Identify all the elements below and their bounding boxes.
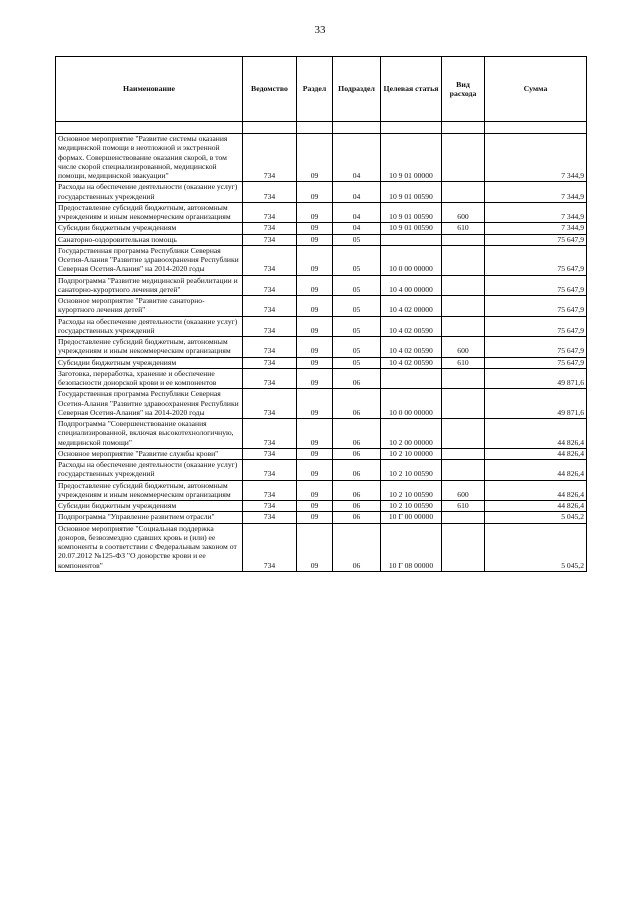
cell-subsection: 04 bbox=[333, 202, 381, 223]
table-row bbox=[56, 296, 587, 317]
cell-name: Субсидии бюджетным учреждениям bbox=[56, 501, 243, 512]
cell-target-article: 10 4 02 00590 bbox=[381, 357, 442, 368]
cell-section: 09 bbox=[297, 368, 333, 389]
cell-expense-type: 610 bbox=[442, 501, 485, 512]
cell-department: 734 bbox=[243, 202, 297, 223]
cell-name: Подпрограмма "Развитие медицинской реабилитации и санаторно-курортного лечения детей" bbox=[56, 275, 243, 296]
header-subsection: Подраздел bbox=[333, 57, 381, 122]
page-number: 33 bbox=[314, 24, 326, 36]
cell-amount: 5 045,2 bbox=[485, 512, 587, 523]
cell-section: 09 bbox=[297, 275, 333, 296]
cell-department: 734 bbox=[243, 523, 297, 571]
cell-target-article: 10 4 02 00590 bbox=[381, 337, 442, 358]
cell-amount: 49 871,6 bbox=[485, 389, 587, 419]
cell-department: 734 bbox=[243, 134, 297, 182]
header-expense-type: Вид расхода bbox=[442, 57, 485, 122]
table-row bbox=[56, 357, 587, 368]
cell-name: Заготовка, переработка, хранение и обеспечение безопасности донорской крови и ее компонентов bbox=[56, 368, 243, 389]
cell-subsection: 06 bbox=[333, 523, 381, 571]
cell-section: 09 bbox=[297, 448, 333, 459]
cell-section: 09 bbox=[297, 419, 333, 449]
table-row bbox=[56, 512, 587, 523]
cell-amount: 5 045,2 bbox=[485, 523, 587, 571]
cell-section: 09 bbox=[297, 296, 333, 317]
cell-department: 734 bbox=[243, 357, 297, 368]
cell-department: 734 bbox=[243, 296, 297, 317]
cell-target-article: 10 9 01 00000 bbox=[381, 134, 442, 182]
table-row bbox=[56, 316, 587, 337]
cell-section: 09 bbox=[297, 389, 333, 419]
cell-expense-type bbox=[442, 245, 485, 275]
cell-department: 734 bbox=[243, 389, 297, 419]
cell-target-article: 10 2 10 00590 bbox=[381, 480, 442, 501]
cell-department: 734 bbox=[243, 419, 297, 449]
cell-section: 09 bbox=[297, 480, 333, 501]
cell-department: 734 bbox=[243, 223, 297, 234]
cell-section: 09 bbox=[297, 316, 333, 337]
cell-section: 09 bbox=[297, 460, 333, 481]
cell-target-article: 10 4 02 00000 bbox=[381, 296, 442, 317]
cell-expense-type bbox=[442, 368, 485, 389]
cell-subsection: 05 bbox=[333, 296, 381, 317]
cell-subsection: 05 bbox=[333, 275, 381, 296]
cell-amount: 7 344,9 bbox=[485, 182, 587, 203]
cell-subsection: 05 bbox=[333, 234, 381, 245]
cell-expense-type: 600 bbox=[442, 337, 485, 358]
table-row bbox=[56, 419, 587, 449]
table-header-row bbox=[56, 57, 587, 122]
table-row bbox=[56, 202, 587, 223]
cell-name: Основное мероприятие "Развитие службы крови" bbox=[56, 448, 243, 459]
header-target-article: Целевая статья bbox=[381, 57, 442, 122]
header-section: Раздел bbox=[297, 57, 333, 122]
cell-amount: 44 826,4 bbox=[485, 480, 587, 501]
cell-section: 09 bbox=[297, 234, 333, 245]
cell-name: Санаторно-оздоровительная помощь bbox=[56, 234, 243, 245]
cell-subsection: 06 bbox=[333, 448, 381, 459]
cell-department: 734 bbox=[243, 512, 297, 523]
cell-amount: 75 647,9 bbox=[485, 296, 587, 317]
cell-section: 09 bbox=[297, 523, 333, 571]
table-body bbox=[56, 122, 587, 572]
cell-subsection: 06 bbox=[333, 460, 381, 481]
cell-target-article: 10 0 00 00000 bbox=[381, 389, 442, 419]
header-name: Наименование bbox=[56, 57, 243, 122]
cell-subsection: 06 bbox=[333, 501, 381, 512]
cell-subsection: 06 bbox=[333, 480, 381, 501]
cell-subsection: 05 bbox=[333, 357, 381, 368]
cell-name: Предоставление субсидий бюджетным, автономным учреждениям и иным некоммерческим организациям bbox=[56, 337, 243, 358]
cell-department: 734 bbox=[243, 368, 297, 389]
cell-section: 09 bbox=[297, 337, 333, 358]
cell-department: 734 bbox=[243, 234, 297, 245]
cell-name: Расходы на обеспечение деятельности (оказание услуг) государственных учреждений bbox=[56, 316, 243, 337]
cell-target-article: 10 4 00 00000 bbox=[381, 275, 442, 296]
cell-name: Расходы на обеспечение деятельности (оказание услуг) государственных учреждений bbox=[56, 460, 243, 481]
cell-name: Основное мероприятие "Социальная поддержка доноров, безвозмездно сдавших кровь и (или) ее компоненты в соответствии с Федеральным законом от 20.07.2012 №125-ФЗ "О донорстве крови и ее компонентов" bbox=[56, 523, 243, 571]
table-row bbox=[56, 448, 587, 459]
cell-target-article bbox=[381, 234, 442, 245]
table-row bbox=[56, 460, 587, 481]
cell-subsection: 06 bbox=[333, 368, 381, 389]
cell-department: 734 bbox=[243, 448, 297, 459]
cell-target-article: 10 9 01 00590 bbox=[381, 182, 442, 203]
table-row bbox=[56, 368, 587, 389]
cell-target-article: 10 9 01 00590 bbox=[381, 223, 442, 234]
cell-target-article bbox=[381, 368, 442, 389]
cell-department: 734 bbox=[243, 501, 297, 512]
cell-department: 734 bbox=[243, 460, 297, 481]
cell-name: Расходы на обеспечение деятельности (оказание услуг) государственных учреждений bbox=[56, 182, 243, 203]
cell-expense-type: 610 bbox=[442, 357, 485, 368]
cell-amount: 75 647,9 bbox=[485, 357, 587, 368]
cell-name: Предоставление субсидий бюджетным, автономным учреждениям и иным некоммерческим организациям bbox=[56, 480, 243, 501]
cell-expense-type bbox=[442, 523, 485, 571]
cell-section: 09 bbox=[297, 134, 333, 182]
table-row bbox=[56, 134, 587, 182]
cell-name: Предоставление субсидий бюджетным, автономным учреждениям и иным некоммерческим организациям bbox=[56, 202, 243, 223]
cell-amount: 49 871,6 bbox=[485, 368, 587, 389]
cell-name: Подпрограмма "Совершенствование оказания специализированной, включая высокотехнологичную, медицинской помощи" bbox=[56, 419, 243, 449]
cell-subsection: 05 bbox=[333, 316, 381, 337]
cell-expense-type: 610 bbox=[442, 223, 485, 234]
cell-section: 09 bbox=[297, 512, 333, 523]
table-row bbox=[56, 480, 587, 501]
cell-subsection: 04 bbox=[333, 182, 381, 203]
cell-target-article: 10 Г 08 00000 bbox=[381, 523, 442, 571]
cell-target-article: 10 Г 00 00000 bbox=[381, 512, 442, 523]
cell-expense-type bbox=[442, 460, 485, 481]
cell-expense-type bbox=[442, 389, 485, 419]
cell-expense-type bbox=[442, 316, 485, 337]
cell-name: Субсидии бюджетным учреждениям bbox=[56, 223, 243, 234]
cell-amount: 75 647,9 bbox=[485, 316, 587, 337]
cell-expense-type bbox=[442, 419, 485, 449]
cell-target-article: 10 0 00 00000 bbox=[381, 245, 442, 275]
cell-amount: 7 344,9 bbox=[485, 223, 587, 234]
cell-section: 09 bbox=[297, 202, 333, 223]
cell-amount: 44 826,4 bbox=[485, 501, 587, 512]
cell-department: 734 bbox=[243, 275, 297, 296]
header-amount: Сумма bbox=[485, 57, 587, 122]
table-row bbox=[56, 389, 587, 419]
cell-subsection: 04 bbox=[333, 223, 381, 234]
cell-department: 734 bbox=[243, 337, 297, 358]
cell-amount: 75 647,9 bbox=[485, 275, 587, 296]
cell-department: 734 bbox=[243, 245, 297, 275]
cell-target-article: 10 4 02 00590 bbox=[381, 316, 442, 337]
cell-subsection: 05 bbox=[333, 245, 381, 275]
table-row bbox=[56, 523, 587, 571]
cell-subsection: 06 bbox=[333, 389, 381, 419]
budget-table bbox=[55, 56, 587, 572]
cell-amount: 44 826,4 bbox=[485, 419, 587, 449]
cell-amount: 7 344,9 bbox=[485, 134, 587, 182]
cell-section: 09 bbox=[297, 182, 333, 203]
cell-expense-type bbox=[442, 296, 485, 317]
cell-department: 734 bbox=[243, 182, 297, 203]
cell-expense-type bbox=[442, 234, 485, 245]
table-row bbox=[56, 337, 587, 358]
cell-subsection: 04 bbox=[333, 134, 381, 182]
cell-target-article: 10 2 10 00590 bbox=[381, 501, 442, 512]
table-row bbox=[56, 182, 587, 203]
cell-section: 09 bbox=[297, 223, 333, 234]
cell-amount: 75 647,9 bbox=[485, 245, 587, 275]
cell-amount: 44 826,4 bbox=[485, 460, 587, 481]
cell-department: 734 bbox=[243, 480, 297, 501]
cell-name: Государственная программа Республики Северная Осетия-Алания "Развитие здравоохранения Республики Северная Осетия-Алания" на 2014-2020 годы bbox=[56, 245, 243, 275]
table-row bbox=[56, 245, 587, 275]
cell-name: Субсидии бюджетным учреждениям bbox=[56, 357, 243, 368]
cell-name: Основное мероприятие "Развитие системы оказания медицинской помощи в неотложной и экстренной формах. Совершенствование оказания скорой, в том числе скорой специализированной, медицинской помощи, медицинской эвакуации" bbox=[56, 134, 243, 182]
cell-subsection: 05 bbox=[333, 337, 381, 358]
table-row bbox=[56, 275, 587, 296]
cell-expense-type: 600 bbox=[442, 202, 485, 223]
table-row bbox=[56, 223, 587, 234]
table-row bbox=[56, 234, 587, 245]
cell-target-article: 10 2 10 00000 bbox=[381, 448, 442, 459]
cell-amount: 7 344,9 bbox=[485, 202, 587, 223]
cell-section: 09 bbox=[297, 357, 333, 368]
cell-expense-type: 600 bbox=[442, 480, 485, 501]
cell-subsection: 06 bbox=[333, 419, 381, 449]
cell-target-article: 10 2 10 00590 bbox=[381, 460, 442, 481]
cell-amount: 75 647,9 bbox=[485, 337, 587, 358]
cell-expense-type bbox=[442, 182, 485, 203]
header-department: Ведомство bbox=[243, 57, 297, 122]
cell-target-article: 10 9 01 00590 bbox=[381, 202, 442, 223]
cell-name: Подпрограмма "Управление развитием отрасли" bbox=[56, 512, 243, 523]
cell-amount: 44 826,4 bbox=[485, 448, 587, 459]
table-row bbox=[56, 501, 587, 512]
cell-expense-type bbox=[442, 275, 485, 296]
cell-target-article: 10 2 00 00000 bbox=[381, 419, 442, 449]
cell-department: 734 bbox=[243, 316, 297, 337]
cell-amount: 75 647,9 bbox=[485, 234, 587, 245]
cell-section: 09 bbox=[297, 245, 333, 275]
spacer-row bbox=[56, 122, 587, 134]
cell-section: 09 bbox=[297, 501, 333, 512]
cell-expense-type bbox=[442, 134, 485, 182]
cell-expense-type bbox=[442, 448, 485, 459]
cell-name: Государственная программа Республики Северная Осетия-Алания "Развитие здравоохранения Республики Северная Осетия-Алания" на 2014-2020 годы bbox=[56, 389, 243, 419]
cell-subsection: 06 bbox=[333, 512, 381, 523]
cell-name: Основное мероприятие "Развитие санаторно-курортного лечения детей" bbox=[56, 296, 243, 317]
cell-expense-type bbox=[442, 512, 485, 523]
